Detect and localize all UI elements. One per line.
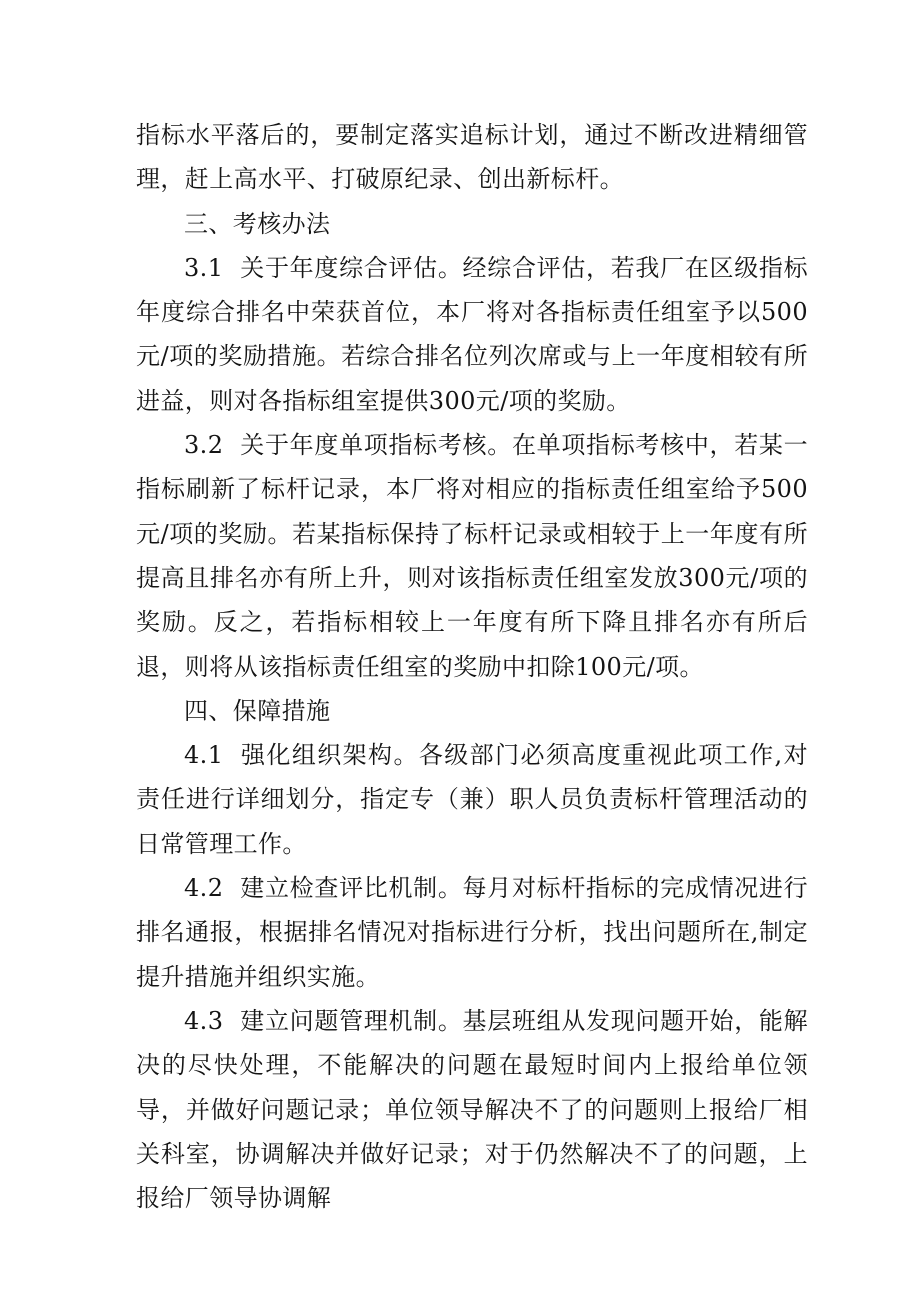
clause-text: 建立问题管理机制。基层班组从发现问题开始，能解决的尽快处理，不能解决的问题在最短时间内上报给单位领导，并做好问题记录；单位领导解决不了的问题则上报给厂相关科室，协调解决并做好记录；对于仍然解决不了的问题，上报给厂领导协调解: [136, 1006, 808, 1213]
clause-3-2: [136, 423, 808, 689]
continuation-paragraph: 指标水平落后的，要制定落实追标计划，通过不断改进精细管理，赶上高水平、打破原纪录、创出新标杆。: [136, 121, 808, 194]
clause-text: 建立检查评比机制。每月对标杆指标的完成情况进行排名通报，根据排名情况对指标进行分析，找出问题所在,制定提升措施并组织实施。: [136, 874, 808, 991]
clause-number: 4.1: [184, 741, 224, 770]
clause-text: 关于年度单项指标考核。在单项指标考核中，若某一指标刷新了标杆记录，本厂将对相应的指标责任组室给予500元/项的奖励。若某指标保持了标杆记录或相较于上一年度有所提高且排名亦有所上升，则对该指标责任组室发放300元/项的奖励。反之，若指标相较上一年度有所下降且排名亦有所后退，则将从该指标责任组室的奖励中扣除100元/项。: [136, 431, 808, 681]
section-heading-safeguards: 四、保障措施: [184, 696, 331, 725]
clause-4-3: [136, 999, 808, 1220]
clause-number: 4.3: [184, 1006, 224, 1035]
clause-3-1: [136, 246, 808, 423]
clause-number: 3.2: [184, 431, 224, 460]
clause-4-1: [136, 733, 808, 866]
document-body: [136, 113, 808, 1220]
clause-text: 关于年度综合评估。经综合评估，若我厂在区级指标年度综合排名中荣获首位，本厂将对各指标责任组室予以500元/项的奖励措施。若综合排名位列次席或与上一年度相较有所进益，则对各指标组室提供300元/项的奖励。: [136, 253, 808, 415]
clause-4-2: [136, 866, 808, 999]
clause-number: 3.1: [184, 253, 224, 282]
clause-text: 强化组织架构。各级部门必须高度重视此项工作,对责任进行详细划分，指定专（兼）职人员负责标杆管理活动的日常管理工作。: [136, 741, 808, 858]
section-heading-assessment: 三、考核办法: [184, 209, 331, 238]
clause-number: 4.2: [184, 874, 224, 903]
